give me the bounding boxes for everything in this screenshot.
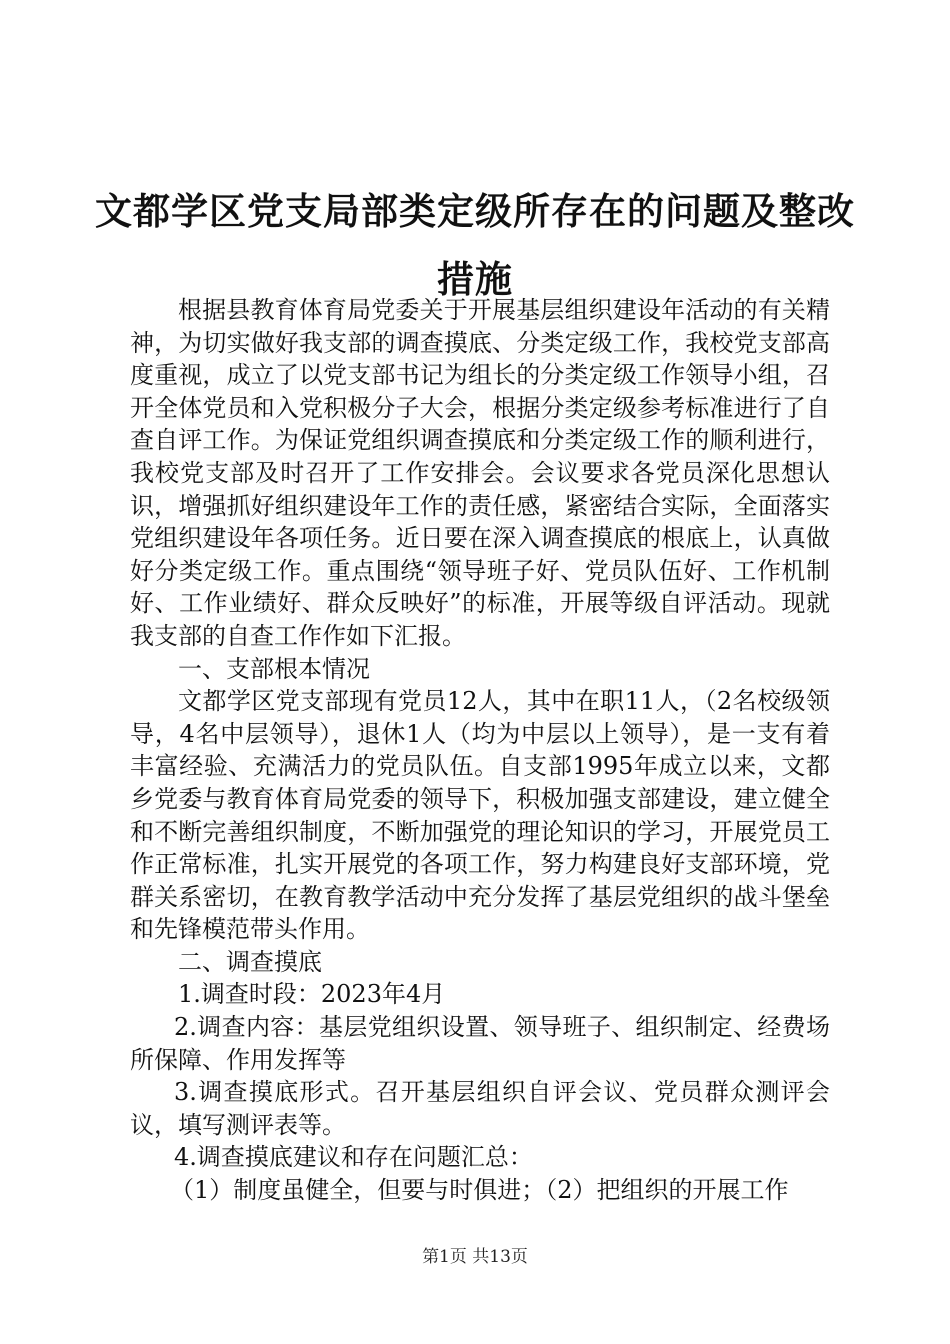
survey-suggestions-item: 4.调查摸底建议和存在问题汇总：	[174, 1143, 533, 1172]
survey-period-item: 1.调查时段：2023年4月	[178, 980, 446, 1009]
survey-content-item: 2.调查内容：基层党组织设置、领导班子、组织制定、经费场所保障、作用发挥等	[130, 1013, 830, 1074]
intro-paragraph: 根据县教育体育局党委关于开展基层组织建设年活动的有关精神，为切实做好我支部的调查摸底、分类定级工作，我校党支部高度重视，成立了以党支部书记为组长的分类定级工作领导小组，召开全体党员和入党积极分子大会，根据分类定级参考标准进行了自查自评工作。为保证党组织调查摸底和分类定级工作的顺利进行，我校党支部及时召开了工作安排会。会议要求各党员深化思想认识，增强抓好组织建设年工作的责任感，紧密结合实际，全面落实党组织建设年各项任务。近日要在深入调查摸底的根底上，认真做好分类定级工作。重点围绕“领导班子好、党员队伍好、工作机制好、工作业绩好、群众反映好”的标准，开展等级自评活动。现就我支部的自查工作作如下汇报。	[130, 296, 830, 650]
problem-list-line: （1）制度虽健全，但要与时俱进；（2）把组织的开展工作	[170, 1176, 789, 1205]
section-heading-1: 一、支部根本情况	[178, 654, 370, 683]
document-title: 文都学区党支局部类定级所存在的问题及整改措施	[95, 190, 855, 301]
page-number-footer: 第1页 共13页	[422, 1247, 528, 1267]
branch-situation-paragraph: 文都学区党支部现有党员12人，其中在职11人，（2名校级领导，4名中层领导），退休1人（均为中层以上领导），是一支有着丰富经验、充满活力的党员队伍。自支部1995年成立以来，文都乡党委与教育体育局党委的领导下，积极加强支部建设，建立健全和不断完善组织制度，不断加强党的理论知识的学习，开展党员工作正常标准，扎实开展党的各项工作，努力构建良好支部环境，党群关系密切，在教育教学活动中充分发挥了基层党组织的战斗堡垒和先锋模范带头作用。	[130, 687, 830, 944]
survey-form-item: 3.调查摸底形式。召开基层组织自评会议、党员群众测评会议，填写测评表等。	[130, 1078, 830, 1139]
document-body	[130, 294, 830, 1207]
section-heading-2: 二、调查摸底	[178, 947, 322, 976]
